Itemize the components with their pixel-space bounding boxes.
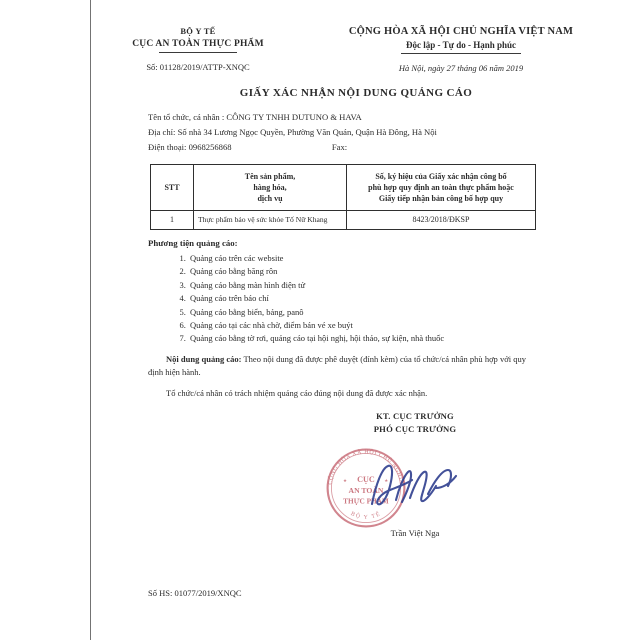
table-row (151, 211, 536, 230)
list-item: 7. Quảng cáo bằng tờ rơi, quảng cáo tại hội nghị, hội thảo, sự kiện, nhà thuốc (188, 332, 640, 345)
department-name: CỤC AN TOÀN THỰC PHẨM (132, 39, 264, 49)
ministry-name: BỘ Y TẾ (180, 26, 216, 36)
table-header-code-line2: phù hợp quy định an toàn thực phẩm hoặc (368, 183, 514, 192)
org-name-row (148, 110, 640, 125)
svg-text:CỤC: CỤC (357, 475, 375, 485)
national-title: CỘNG HÒA XÃ HỘI CHỦ NGHĨA VIỆT NAM (348, 26, 574, 37)
content-section-text: Theo nội dung đã được phê duyệt (đính kèm) của tổ chức/cá nhân phù hợp với quy định hiện hành. (148, 353, 526, 378)
svg-text:AN TOÀN: AN TOÀN (348, 485, 384, 495)
document-sheet (92, 0, 640, 640)
table-header-code-line1: Số, ký hiệu của Giấy xác nhận công bố (375, 172, 507, 181)
list-item: 3. Quảng cáo bằng màn hình điện tử (188, 279, 640, 292)
table-header-product-line3: dịch vụ (257, 194, 283, 203)
list-item: 2. Quảng cáo bằng băng rôn (188, 265, 640, 278)
document-header (92, 0, 640, 73)
list-item: 1. Quảng cáo trên các website (188, 252, 640, 265)
org-name-value: CÔNG TY TNHH DUTUNO & HAVA (226, 112, 362, 122)
scan-edge-line (90, 0, 91, 640)
header-left-block (92, 26, 304, 73)
media-list (92, 252, 640, 346)
table-cell-code: 8423/2018/ĐKSP (347, 211, 536, 230)
signature-block (310, 410, 520, 538)
svg-text:BỘ Y TẾ: BỘ Y TẾ (349, 511, 383, 521)
place-and-date: Hà Nội, ngày 27 tháng 06 năm 2019 (398, 63, 524, 73)
org-address-label: Địa chỉ: (148, 127, 176, 137)
footer-file-number: Số HS: 01077/2019/XNQC (148, 588, 242, 598)
content-paragraph (148, 353, 526, 380)
org-phone-value: 0968256868 (188, 142, 232, 152)
table-header-product-line1: Tên sản phẩm, (244, 172, 296, 181)
product-table (150, 164, 536, 230)
table-cell-product: Thực phẩm bảo vệ sức khỏe Tố Nữ Khang (194, 211, 347, 230)
svg-text:★: ★ (384, 478, 389, 484)
page-title: GIẤY XÁC NHẬN NỘI DUNG QUẢNG CÁO (239, 87, 473, 99)
list-item: 6. Quảng cáo tại các nhà chờ, điểm bán vé xe buýt (188, 319, 640, 332)
table-header-product (194, 165, 347, 211)
org-address-row (148, 125, 640, 140)
org-name-label: Tên tổ chức, cá nhân : (148, 112, 225, 122)
national-motto: Độc lập - Tự do - Hạnh phúc (405, 40, 516, 50)
table-header-stt: STT (151, 165, 194, 211)
table-header-product-line2: hàng hóa, (253, 183, 287, 192)
table-header-code-line3: Giấy tiếp nhận bản công bố hợp quy (378, 194, 504, 203)
header-left-rule (159, 52, 237, 53)
table-cell-stt: 1 (151, 211, 194, 230)
media-section-label: Phương tiện quảng cáo: (148, 238, 238, 248)
organization-info (92, 110, 640, 155)
table-header-code (347, 165, 536, 211)
header-right-rule (401, 53, 521, 54)
svg-text:★: ★ (342, 478, 347, 484)
org-phone-label: Điện thoại: (148, 142, 187, 152)
signer-title-line1: KT. CỤC TRƯỞNG (376, 411, 454, 422)
org-contact-row (148, 140, 640, 155)
handwritten-signature (366, 454, 458, 518)
svg-text:THỰC PHẨM: THỰC PHẨM (343, 497, 389, 506)
document-number: Số: 01128/2019/ATTP-XNQC (146, 62, 250, 72)
stamp-and-signature (310, 436, 520, 532)
org-fax-label: Fax: (331, 142, 348, 152)
signer-title-line2: PHÓ CỤC TRƯỞNG (373, 424, 457, 435)
signer-name: Trần Việt Nga (390, 528, 440, 539)
responsibility-paragraph: Tổ chức/cá nhân có trách nhiệm quảng cáo đúng nội dung đã được xác nhận. (166, 387, 428, 398)
list-item: 4. Quảng cáo trên báo chí (188, 292, 640, 305)
header-right-block (304, 26, 640, 73)
table-header-row (151, 165, 536, 211)
org-address-value: Số nhà 34 Lương Ngọc Quyền, Phường Văn Quán, Quận Hà Đông, Hà Nội (177, 127, 437, 137)
content-section-label: Nội dung quảng cáo: (166, 353, 242, 364)
svg-text:CỘNG HÒA XÃ HỘI CHỦ NGHĨA: CỘNG HÒA XÃ HỘI CHỦ NGHĨA (327, 449, 405, 486)
list-item: 5. Quảng cáo bằng biển, bảng, panô (188, 306, 640, 319)
